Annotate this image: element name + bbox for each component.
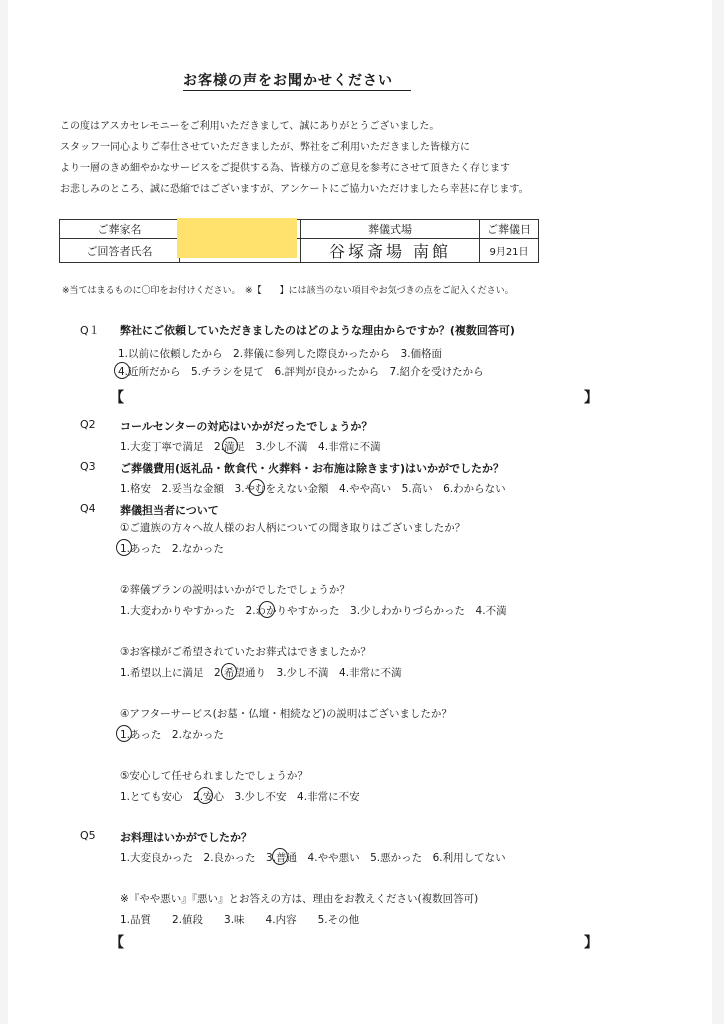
q3-number: Q3 [80, 460, 96, 473]
survey-sheet [8, 0, 712, 1024]
date-value: 9月21日 [480, 239, 539, 263]
q5-follow-question: ※『やや悪い』『悪い』とお答えの方は、理由をお教えください(複数回答可) [120, 893, 479, 905]
intro-line-2: スタッフ一同心よりご奉仕させていただきましたが、弊社をご利用いただきました皆様方に [60, 142, 470, 153]
date-header: ご葬儀日 [480, 220, 539, 239]
q5-number: Q5 [80, 829, 96, 842]
q4-sub5-question: ⑤安心して任せられましたでしょうか？ [120, 770, 308, 782]
venue-header: 葬儀式場 [301, 220, 480, 239]
venue-value: 谷塚斎場 南館 [301, 239, 480, 263]
answer-circle-q4-3 [221, 663, 237, 680]
q5-bracket-open: 【 [110, 935, 124, 951]
answer-circle-q3 [249, 479, 265, 496]
q3-options: 1.格安 2.妥当な金額 3.やむをえない金額 4.やや高い 5.高い 6.わからない [120, 483, 506, 495]
page-title: お客様の声をお聞かせください [183, 73, 393, 89]
answer-circle-q4-2 [259, 601, 275, 618]
answer-circle-q4-5 [197, 787, 213, 804]
q1-options-line-2: 4.近所だから 5.チラシを見て 6.評判が良かったから 7.紹介を受けたから [118, 366, 484, 378]
q1-options-line-1: 1.以前に依頼したから 2.葬儀に参列した際良かったから 3.価格面 [118, 348, 443, 360]
q4-sub5-options: 1.とても安心 2.安心 3.少し不安 4.非常に不安 [120, 791, 360, 803]
answer-circle-q4-4 [116, 725, 132, 742]
respondent-name-label: ご回答者氏名 [60, 239, 180, 263]
answer-circle-q4-1 [116, 539, 132, 556]
q4-sub1-options: 1.あった 2.なかった [120, 543, 224, 555]
q5-options: 1.大変良かった 2.良かった 3.普通 4.やや悪い 5.悪かった 6.利用してない [120, 852, 506, 864]
q4-sub2-question: ②葬儀プランの説明はいかがでしたでしょうか？ [120, 584, 350, 596]
q4-number: Q4 [80, 502, 96, 515]
q4-question: 葬儀担当者について [120, 504, 219, 517]
q5-question: お料理はいかがでしたか？ [120, 831, 252, 844]
q1-question: 弊社にご依頼していただきましたのはどのような理由からですか？(複数回答可) [120, 324, 515, 337]
intro-line-1: この度はアスカセレモニーをご利用いただきまして、誠にありがとうございました。 [60, 121, 440, 132]
q5-bracket-close: 】 [584, 935, 598, 951]
title-underline [183, 90, 411, 91]
q3-question: ご葬儀費用(返礼品・飲食代・火葬料・お布施は除きます)はいかがでしたか？ [120, 462, 505, 475]
info-table [59, 219, 539, 263]
q2-number: Q2 [80, 418, 96, 431]
q2-options: 1.大変丁寧で満足 2.満足 3.少し不満 4.非常に不満 [120, 441, 381, 453]
q1-bracket-open: 【 [110, 390, 124, 406]
q4-sub3-question: ③お客様がご希望されていたお葬式はできましたか？ [120, 646, 371, 658]
q2-question: コールセンターの対応はいかがだったでしょうか？ [120, 420, 373, 433]
q1-number: Q１ [80, 324, 100, 337]
q4-sub2-options: 1.大変わかりやすかった 2.わかりやすかった 3.少しわかりづらかった 4.不満 [120, 605, 507, 617]
answer-circle-q5 [272, 848, 288, 865]
instruction-note: ※当てはまるものに〇印をお付けください。 ※【 】には該当のない項目やお気づきの点をご記入ください。 [62, 286, 514, 296]
q4-sub4-options: 1.あった 2.なかった [120, 729, 224, 741]
answer-circle-q2 [222, 437, 238, 454]
q4-sub1-question: ①ご遺族の方々へ故人様のお人柄についての聞き取りはございましたか？ [120, 522, 466, 534]
intro-line-4: お悲しみのところ、誠に恐縮ではございますが、アンケートにご協力いただけましたら幸甚に存じます。 [60, 184, 529, 195]
family-name-label: ご葬家名 [60, 220, 180, 239]
answer-circle-q1 [114, 362, 130, 379]
q1-bracket-close: 】 [584, 390, 598, 406]
intro-line-3: より一層のきめ細やかなサービスをご提供する為、皆様方のご意見を参考にさせて頂きたく存じます [60, 163, 510, 174]
q4-sub3-options: 1.希望以上に満足 2.希望通り 3.少し不満 4.非常に不満 [120, 667, 402, 679]
redaction-highlight [177, 218, 297, 258]
q4-sub4-question: ④アフターサービス(お墓・仏壇・相続など)の説明はございましたか？ [120, 708, 452, 720]
q5-follow-options: 1.品質 2.値段 3.味 4.内容 5.その他 [120, 914, 360, 926]
